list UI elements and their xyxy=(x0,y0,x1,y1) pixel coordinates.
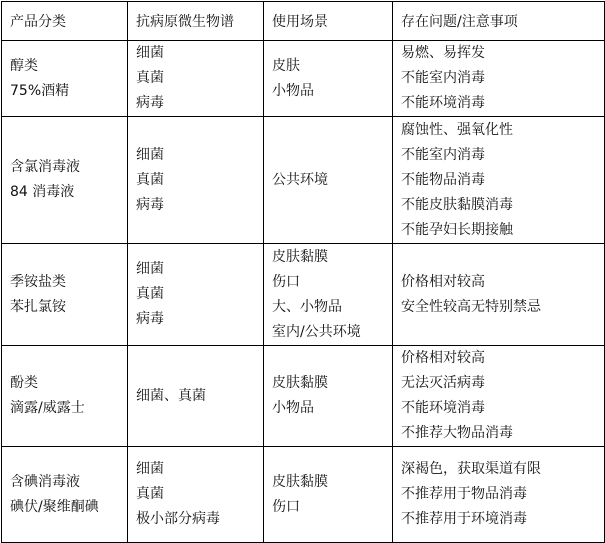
spectrum-item: 病毒 xyxy=(136,196,164,213)
scenario-item: 室内/公共环境 xyxy=(272,323,361,340)
notes-cell xyxy=(393,117,605,244)
spectrum-item: 细菌 xyxy=(136,45,164,61)
scenario-cell xyxy=(264,244,393,346)
category-example: 75%酒精 xyxy=(10,82,70,99)
category-example: 苯扎氯铵 xyxy=(10,298,66,315)
scenario-cell xyxy=(264,447,393,543)
table-row xyxy=(2,346,605,447)
notes-cell xyxy=(393,447,605,543)
spectrum-item: 病毒 xyxy=(136,311,164,327)
header-category: 产品分类 xyxy=(2,2,128,41)
note-item: 深褐色，获取渠道有限 xyxy=(401,461,541,477)
header-notes: 存在问题/注意事项 xyxy=(393,2,605,41)
scenario-cell xyxy=(264,346,393,447)
spectrum-item: 真菌 xyxy=(136,486,164,502)
scenario-item: 大、小物品 xyxy=(272,298,342,315)
scenario-item: 皮肤 xyxy=(272,57,300,74)
spectrum-cell xyxy=(128,41,264,117)
category-cell xyxy=(2,447,128,543)
spectrum-item: 极小部分病毒 xyxy=(136,511,220,527)
note-item: 不能室内消毒 xyxy=(401,70,485,86)
spectrum-item: 真菌 xyxy=(136,171,164,188)
disinfectant-table xyxy=(1,1,605,543)
note-item: 不推荐用于环境消毒 xyxy=(401,511,527,527)
note-item: 安全性较高无特别禁忌 xyxy=(401,298,541,315)
spectrum-item: 细菌 xyxy=(136,461,164,477)
scenario-item: 伤口 xyxy=(272,498,300,515)
note-item: 不能物品消毒 xyxy=(401,171,485,188)
spectrum-cell xyxy=(128,244,264,346)
spectrum-cell xyxy=(128,447,264,543)
category-name: 醇类 xyxy=(10,57,38,74)
header-spectrum: 抗病原微生物谱 xyxy=(128,2,264,41)
header-scenario: 使用场景 xyxy=(264,2,393,41)
scenario-item: 皮肤黏膜 xyxy=(272,375,328,391)
scenario-cell xyxy=(264,41,393,117)
scenario-item: 皮肤黏膜 xyxy=(272,473,328,490)
scenario-item: 皮肤黏膜 xyxy=(272,248,328,265)
scenario-item: 公共环境 xyxy=(272,171,328,188)
spectrum-cell xyxy=(128,346,264,447)
table-row xyxy=(2,117,605,244)
spectrum-item: 细菌 xyxy=(136,261,164,277)
category-name: 含氯消毒液 xyxy=(10,159,80,175)
note-item: 不推荐用于物品消毒 xyxy=(401,486,527,502)
spectrum-cell xyxy=(128,117,264,244)
note-item: 不能室内消毒 xyxy=(401,146,485,163)
note-item: 不能皮肤黏膜消毒 xyxy=(401,196,513,213)
spectrum-item: 细菌 xyxy=(136,146,164,163)
spectrum-item: 真菌 xyxy=(136,70,164,86)
notes-cell xyxy=(393,41,605,117)
category-cell xyxy=(2,346,128,447)
category-cell xyxy=(2,41,128,117)
spectrum-item: 细菌、真菌 xyxy=(136,387,206,404)
scenario-cell xyxy=(264,117,393,244)
notes-cell xyxy=(393,346,605,447)
table-row xyxy=(2,41,605,117)
category-name: 含碘消毒液 xyxy=(10,473,80,490)
note-item: 腐蚀性、强氧化性 xyxy=(401,121,513,138)
table-row xyxy=(2,244,605,346)
table-row xyxy=(2,447,605,543)
note-item: 不能孕妇长期接触 xyxy=(401,221,513,238)
note-item: 不能环境消毒 xyxy=(401,95,485,111)
spectrum-item: 真菌 xyxy=(136,286,164,302)
category-example: 碘伏/聚维酮碘 xyxy=(10,498,99,515)
spectrum-item: 病毒 xyxy=(136,95,164,111)
scenario-item: 伤口 xyxy=(272,273,300,290)
category-example: 84 消毒液 xyxy=(10,184,75,200)
category-example: 滴露/威露士 xyxy=(10,400,85,416)
category-cell xyxy=(2,117,128,244)
scenario-item: 小物品 xyxy=(272,400,314,416)
category-name: 季铵盐类 xyxy=(10,273,66,290)
note-item: 不能环境消毒 xyxy=(401,400,485,416)
note-item: 价格相对较高 xyxy=(401,273,485,290)
note-item: 不推荐大物品消毒 xyxy=(401,425,513,441)
scenario-item: 小物品 xyxy=(272,82,314,99)
category-name: 酚类 xyxy=(10,375,38,391)
header-row xyxy=(2,2,605,41)
note-item: 易燃、易挥发 xyxy=(401,45,485,61)
notes-cell xyxy=(393,244,605,346)
note-item: 无法灭活病毒 xyxy=(401,375,485,391)
note-item: 价格相对较高 xyxy=(401,350,485,366)
category-cell xyxy=(2,244,128,346)
